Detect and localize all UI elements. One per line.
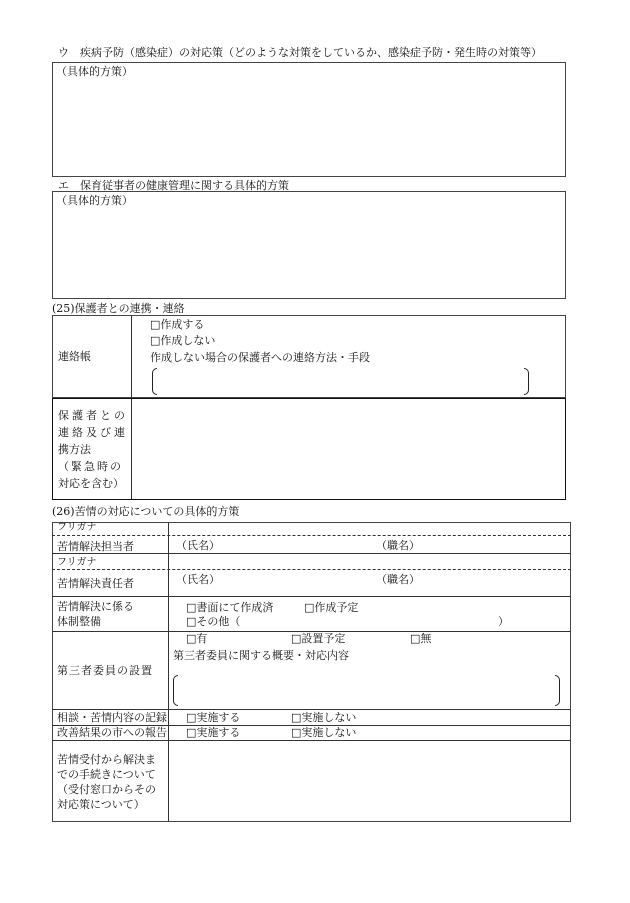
daisansha-bracket-right bbox=[555, 675, 560, 706]
report-option-do[interactable]: □実施する bbox=[186, 726, 241, 739]
procedure-label-1: 苦情受付から解決ま bbox=[57, 753, 156, 766]
section-25-heading: (25)保護者との連携・連絡 bbox=[52, 302, 185, 315]
sekininsha-name-label: （氏名） bbox=[176, 573, 220, 586]
furigana-divider-1 bbox=[52, 535, 571, 536]
taisei-option-planned[interactable]: □作成予定 bbox=[304, 601, 359, 614]
tantosha-furigana-field[interactable] bbox=[170, 523, 568, 534]
furigana-label-1: フリガナ bbox=[57, 522, 97, 533]
row-divider-4 bbox=[52, 709, 571, 710]
furigana-divider-2 bbox=[52, 569, 571, 570]
taisei-option-other[interactable]: □その他（ bbox=[186, 615, 241, 628]
renrakucho-method-field[interactable] bbox=[160, 369, 520, 394]
renrakucho-option-not-create[interactable]: □作成しない bbox=[150, 334, 216, 347]
report-label: 改善結果の市への報告 bbox=[57, 726, 167, 739]
contact-method-label-2: 連絡及び連 bbox=[58, 426, 128, 439]
sekininsha-furigana-field[interactable] bbox=[170, 555, 568, 568]
daisansha-note: 第三者委員に関する概要・対応内容 bbox=[173, 649, 349, 662]
daisansha-option-no[interactable]: □無 bbox=[410, 632, 432, 645]
renrakucho-label: 連絡帳 bbox=[58, 350, 91, 363]
procedure-label-2: での手続きについて bbox=[57, 768, 156, 781]
taisei-label-1: 苦情解決に係る bbox=[57, 600, 134, 613]
section-u-textarea[interactable] bbox=[52, 62, 566, 177]
row-divider-2 bbox=[52, 596, 571, 597]
section-e-box-label: （具体的方策） bbox=[56, 194, 133, 207]
row-divider-6 bbox=[52, 740, 571, 741]
sekininsha-post-label: （職名） bbox=[376, 573, 420, 586]
report-option-dont[interactable]: □実施しない bbox=[291, 726, 357, 739]
furigana-label-2: フリガナ bbox=[57, 557, 97, 568]
procedure-label-3: （受付窓口からその bbox=[57, 783, 156, 796]
contact-method-label-1: 保護者との bbox=[58, 409, 128, 422]
section-e-textarea[interactable] bbox=[52, 191, 566, 299]
section-u-box-label: （具体的方策） bbox=[56, 65, 133, 78]
contact-method-field[interactable] bbox=[134, 401, 562, 497]
tantosha-label: 苦情解決担当者 bbox=[57, 540, 134, 553]
record-option-do[interactable]: □実施する bbox=[186, 711, 241, 724]
taisei-label-2: 体制整備 bbox=[57, 615, 101, 628]
renrakucho-bracket-left bbox=[152, 368, 157, 395]
complaint-table-column-divider bbox=[168, 522, 169, 822]
section-26-heading: (26)苦情の対応についての具体的方策 bbox=[52, 505, 240, 518]
daisansha-label: 第三者委員の設置 bbox=[57, 664, 153, 677]
record-label: 相談・苦情内容の記録 bbox=[57, 711, 167, 724]
daisansha-option-planned[interactable]: □設置予定 bbox=[291, 632, 346, 645]
taisei-other-close: ） bbox=[498, 615, 509, 628]
daisansha-detail-field[interactable] bbox=[181, 676, 551, 705]
daisansha-option-yes[interactable]: □有 bbox=[186, 632, 208, 645]
renrakucho-note: 作成しない場合の保護者への連絡方法・手段 bbox=[150, 351, 370, 364]
contact-method-label-3: 携方法 bbox=[58, 443, 91, 456]
contact-method-label-5: 対応を含む） bbox=[58, 477, 124, 490]
sekininsha-label: 苦情解決責任者 bbox=[57, 577, 134, 590]
renrakucho-bracket-right bbox=[524, 368, 529, 395]
tantosha-post-label: （職名） bbox=[376, 539, 420, 552]
tantosha-name-label: （氏名） bbox=[176, 539, 220, 552]
section-u-heading: ウ 疾病予防（感染症）の対応策（どのような対策をしているか、感染症予防・発生時の対策等） bbox=[58, 46, 542, 59]
taisei-option-written[interactable]: □書面にて作成済 bbox=[186, 601, 274, 614]
daisansha-bracket-left bbox=[173, 675, 178, 706]
section-e-heading: エ 保育従事者の健康管理に関する具体的方策 bbox=[58, 179, 289, 192]
row-divider-1 bbox=[52, 553, 571, 554]
renrakucho-option-create[interactable]: □作成する bbox=[150, 318, 205, 331]
record-option-dont[interactable]: □実施しない bbox=[291, 711, 357, 724]
procedure-label-4: 対応策について） bbox=[57, 798, 145, 811]
procedure-field[interactable] bbox=[171, 743, 567, 819]
contact-method-label-4: （緊急時の bbox=[58, 460, 123, 473]
